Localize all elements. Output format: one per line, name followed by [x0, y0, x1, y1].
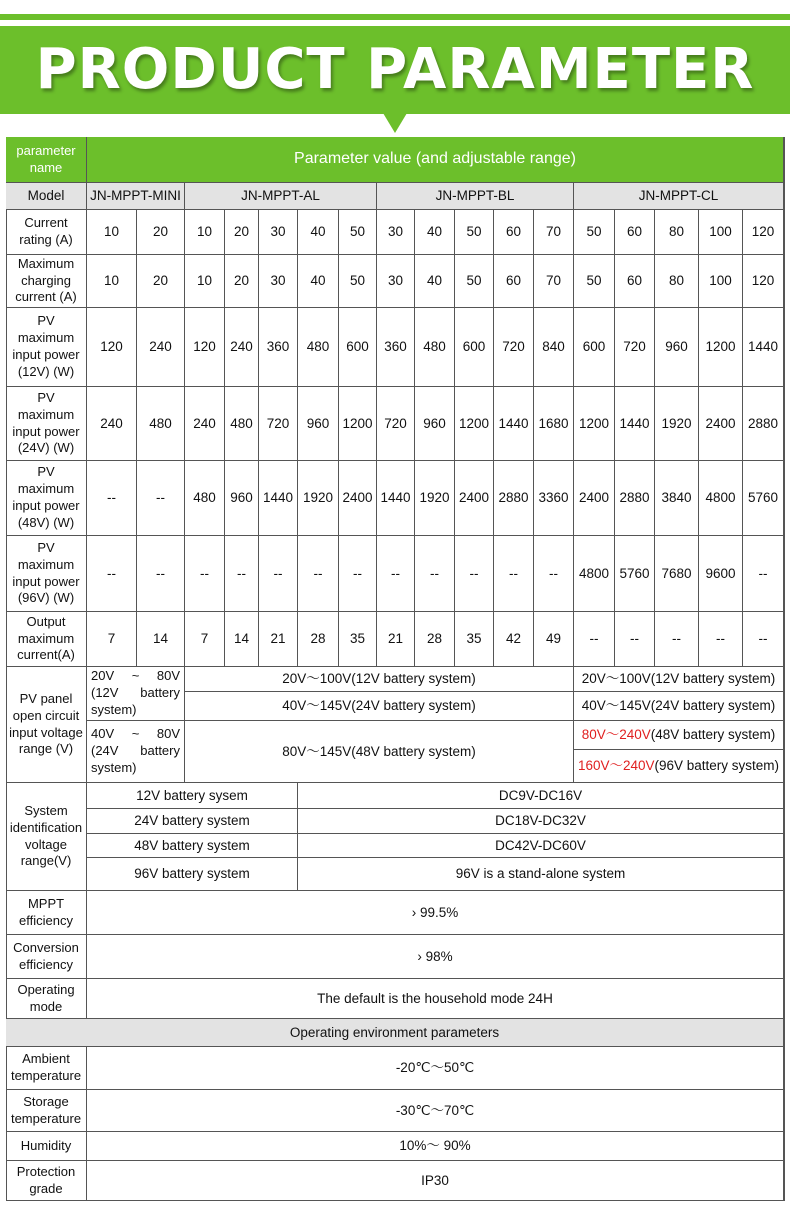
value-cell: 720	[259, 387, 298, 461]
value-cell: 2880	[743, 387, 784, 461]
value-cell: 1440	[743, 308, 784, 387]
value-cell: 2400	[574, 461, 615, 536]
value-cell: 120	[743, 255, 784, 308]
sys-id-battery: 96V battery system	[87, 858, 298, 891]
value-cell: 50	[455, 210, 494, 255]
pv-open-cl-96: 160V～240V (96V battery system)	[574, 750, 784, 783]
value-cell: --	[615, 612, 655, 667]
value-cell: --	[743, 612, 784, 667]
row-label: PV maximum input power (48V) (W)	[6, 461, 87, 536]
value-cell: --	[185, 536, 225, 612]
value-cell: 100	[699, 255, 743, 308]
highlight-range: 80V～240V	[581, 727, 651, 743]
value-cell: 1920	[298, 461, 339, 536]
value-cell: 30	[259, 210, 298, 255]
value-cell: 40	[298, 210, 339, 255]
sys-id-range: DC42V-DC60V	[298, 834, 784, 858]
operating-mode-value: The default is the household mode 24H	[87, 979, 784, 1019]
value-cell: 1440	[377, 461, 415, 536]
value-cell: 720	[615, 308, 655, 387]
mppt-value: › 99.5%	[87, 891, 784, 935]
value-cell: 360	[377, 308, 415, 387]
sys-id-battery: 12V battery sysem	[87, 783, 298, 809]
conversion-value: › 98%	[87, 935, 784, 979]
value-cell: --	[743, 536, 784, 612]
value-cell: --	[339, 536, 377, 612]
value-cell: 49	[534, 612, 574, 667]
value-cell: 720	[494, 308, 534, 387]
value-cell: 50	[574, 210, 615, 255]
value-cell: 9600	[699, 536, 743, 612]
env-value: -30℃～70℃	[87, 1090, 784, 1132]
value-cell: 28	[415, 612, 455, 667]
pv-open-cl-24: 40V～145V(24V battery system)	[574, 692, 784, 721]
row-label: PV maximum input power (24V) (W)	[6, 387, 87, 461]
value-cell: 14	[137, 612, 185, 667]
sys-id-range: DC9V-DC16V	[298, 783, 784, 809]
value-cell: 60	[494, 255, 534, 308]
value-cell: 35	[455, 612, 494, 667]
value-cell: 50	[339, 210, 377, 255]
value-cell: 2880	[494, 461, 534, 536]
value-cell: 7680	[655, 536, 699, 612]
value-cell: 480	[137, 387, 185, 461]
value-cell: 10	[87, 255, 137, 308]
env-value: 10%～ 90%	[87, 1132, 784, 1161]
value-cell: 480	[415, 308, 455, 387]
model-group-cell: JN-MPPT-AL	[185, 183, 377, 210]
pv-open-cl-48: 80V～240V (48V battery system)	[574, 721, 784, 750]
value-cell: 960	[415, 387, 455, 461]
value-cell: 40	[298, 255, 339, 308]
value-cell: --	[494, 536, 534, 612]
value-cell: 480	[298, 308, 339, 387]
env-label: Storage temperature	[6, 1090, 87, 1132]
highlight-range: 160V～240V	[577, 758, 655, 774]
value-cell: 2400	[455, 461, 494, 536]
value-cell: 3840	[655, 461, 699, 536]
conversion-label: Conversion efficiency	[6, 935, 87, 979]
sys-id-battery: 48V battery system	[87, 834, 298, 858]
value-cell: 2880	[615, 461, 655, 536]
value-cell: 1200	[339, 387, 377, 461]
pv-open-albl-12: 20V～100V(12V battery system)	[185, 667, 574, 692]
value-cell: 120	[743, 210, 784, 255]
value-cell: 60	[494, 210, 534, 255]
value-cell: 1200	[699, 308, 743, 387]
value-cell: 10	[87, 210, 137, 255]
value-cell: --	[699, 612, 743, 667]
value-cell: 840	[534, 308, 574, 387]
value-cell: --	[137, 536, 185, 612]
value-cell: 28	[298, 612, 339, 667]
mppt-label: MPPT efficiency	[6, 891, 87, 935]
page-title: PRODUCT PARAMETER	[35, 37, 755, 102]
env-label: Protection grade	[6, 1161, 87, 1201]
value-cell: 35	[339, 612, 377, 667]
value-cell: 960	[655, 308, 699, 387]
value-cell: 30	[377, 210, 415, 255]
model-group-cell: JN-MPPT-BL	[377, 183, 574, 210]
value-cell: --	[377, 536, 415, 612]
row-label: Current rating (A)	[6, 210, 87, 255]
value-cell: --	[259, 536, 298, 612]
value-cell: 960	[298, 387, 339, 461]
value-cell: 30	[259, 255, 298, 308]
value-cell: 50	[574, 255, 615, 308]
pv-open-albl-48: 80V～145V(48V battery system)	[185, 721, 574, 783]
value-cell: 360	[259, 308, 298, 387]
model-group-cell: JN-MPPT-CL	[574, 183, 784, 210]
value-cell: 100	[699, 210, 743, 255]
value-cell: --	[225, 536, 259, 612]
row-label: Maximum charging current (A)	[6, 255, 87, 308]
value-cell: 1200	[455, 387, 494, 461]
value-cell: 480	[185, 461, 225, 536]
value-cell: --	[574, 612, 615, 667]
value-cell: 30	[377, 255, 415, 308]
header-name-cell: parameter name	[6, 137, 87, 183]
env-label: Ambient temperature	[6, 1047, 87, 1090]
value-cell: --	[298, 536, 339, 612]
model-group-cell: JN-MPPT-MINI	[87, 183, 185, 210]
value-cell: 120	[87, 308, 137, 387]
value-cell: 1680	[534, 387, 574, 461]
value-cell: 720	[377, 387, 415, 461]
pv-open-albl-24: 40V～145V(24V battery system)	[185, 692, 574, 721]
value-cell: 120	[185, 308, 225, 387]
pv-open-mini-24: 40V ~ 80V (24V battery system)	[87, 721, 185, 783]
value-cell: 21	[377, 612, 415, 667]
value-cell: 600	[339, 308, 377, 387]
sys-id-label: System identification voltage range(V)	[6, 783, 87, 891]
env-label: Humidity	[6, 1132, 87, 1161]
value-cell: 40	[415, 210, 455, 255]
value-cell: 60	[615, 210, 655, 255]
value-cell: 42	[494, 612, 534, 667]
value-cell: 3360	[534, 461, 574, 536]
value-cell: 10	[185, 210, 225, 255]
value-cell: 960	[225, 461, 259, 536]
value-cell: 1440	[259, 461, 298, 536]
value-cell: 1200	[574, 387, 615, 461]
header-value-cell: Parameter value (and adjustable range)	[87, 137, 784, 183]
value-cell: 10	[185, 255, 225, 308]
env-value: IP30	[87, 1161, 784, 1201]
value-cell: 240	[87, 387, 137, 461]
value-cell: 14	[225, 612, 259, 667]
value-cell: 20	[137, 255, 185, 308]
sys-id-range: DC18V-DC32V	[298, 809, 784, 834]
row-label: PV maximum input power (96V) (W)	[6, 536, 87, 612]
value-cell: --	[87, 536, 137, 612]
value-cell: 5760	[615, 536, 655, 612]
row-label: PV maximum input power (12V) (W)	[6, 308, 87, 387]
value-cell: 4800	[574, 536, 615, 612]
value-cell: --	[534, 536, 574, 612]
value-cell: 40	[415, 255, 455, 308]
value-cell: 50	[339, 255, 377, 308]
value-cell: 70	[534, 210, 574, 255]
sys-id-battery: 24V battery system	[87, 809, 298, 834]
sys-id-range: 96V is a stand-alone system	[298, 858, 784, 891]
value-cell: 240	[137, 308, 185, 387]
value-cell: 7	[185, 612, 225, 667]
pv-open-cl-12: 20V～100V(12V battery system)	[574, 667, 784, 692]
value-cell: 80	[655, 255, 699, 308]
value-cell: --	[137, 461, 185, 536]
value-cell: 600	[574, 308, 615, 387]
value-cell: 20	[225, 210, 259, 255]
value-cell: 240	[185, 387, 225, 461]
value-cell: 50	[455, 255, 494, 308]
value-cell: 60	[615, 255, 655, 308]
value-cell: 2400	[339, 461, 377, 536]
value-cell: 80	[655, 210, 699, 255]
value-cell: --	[87, 461, 137, 536]
value-cell: 5760	[743, 461, 784, 536]
value-cell: 20	[225, 255, 259, 308]
value-cell: 4800	[699, 461, 743, 536]
row-label: Output maximum current(A)	[6, 612, 87, 667]
value-cell: 600	[455, 308, 494, 387]
value-cell: 1440	[494, 387, 534, 461]
value-cell: 21	[259, 612, 298, 667]
value-cell: 20	[137, 210, 185, 255]
pv-open-mini-12: 20V ~ 80V (12V battery system)	[87, 667, 185, 721]
value-cell: 1920	[415, 461, 455, 536]
value-cell: 1920	[655, 387, 699, 461]
value-cell: 2400	[699, 387, 743, 461]
model-label-cell: Model	[6, 183, 87, 210]
value-cell: 7	[87, 612, 137, 667]
value-cell: 70	[534, 255, 574, 308]
value-cell: 480	[225, 387, 259, 461]
value-cell: --	[415, 536, 455, 612]
value-cell: --	[455, 536, 494, 612]
value-cell: 1440	[615, 387, 655, 461]
env-section-title: Operating environment parameters	[6, 1019, 784, 1047]
pv-open-label: PV panel open circuit input voltage range (V)	[6, 667, 87, 783]
env-value: -20℃～50℃	[87, 1047, 784, 1090]
value-cell: 240	[225, 308, 259, 387]
value-cell: --	[655, 612, 699, 667]
operating-mode-label: Operating mode	[6, 979, 87, 1019]
